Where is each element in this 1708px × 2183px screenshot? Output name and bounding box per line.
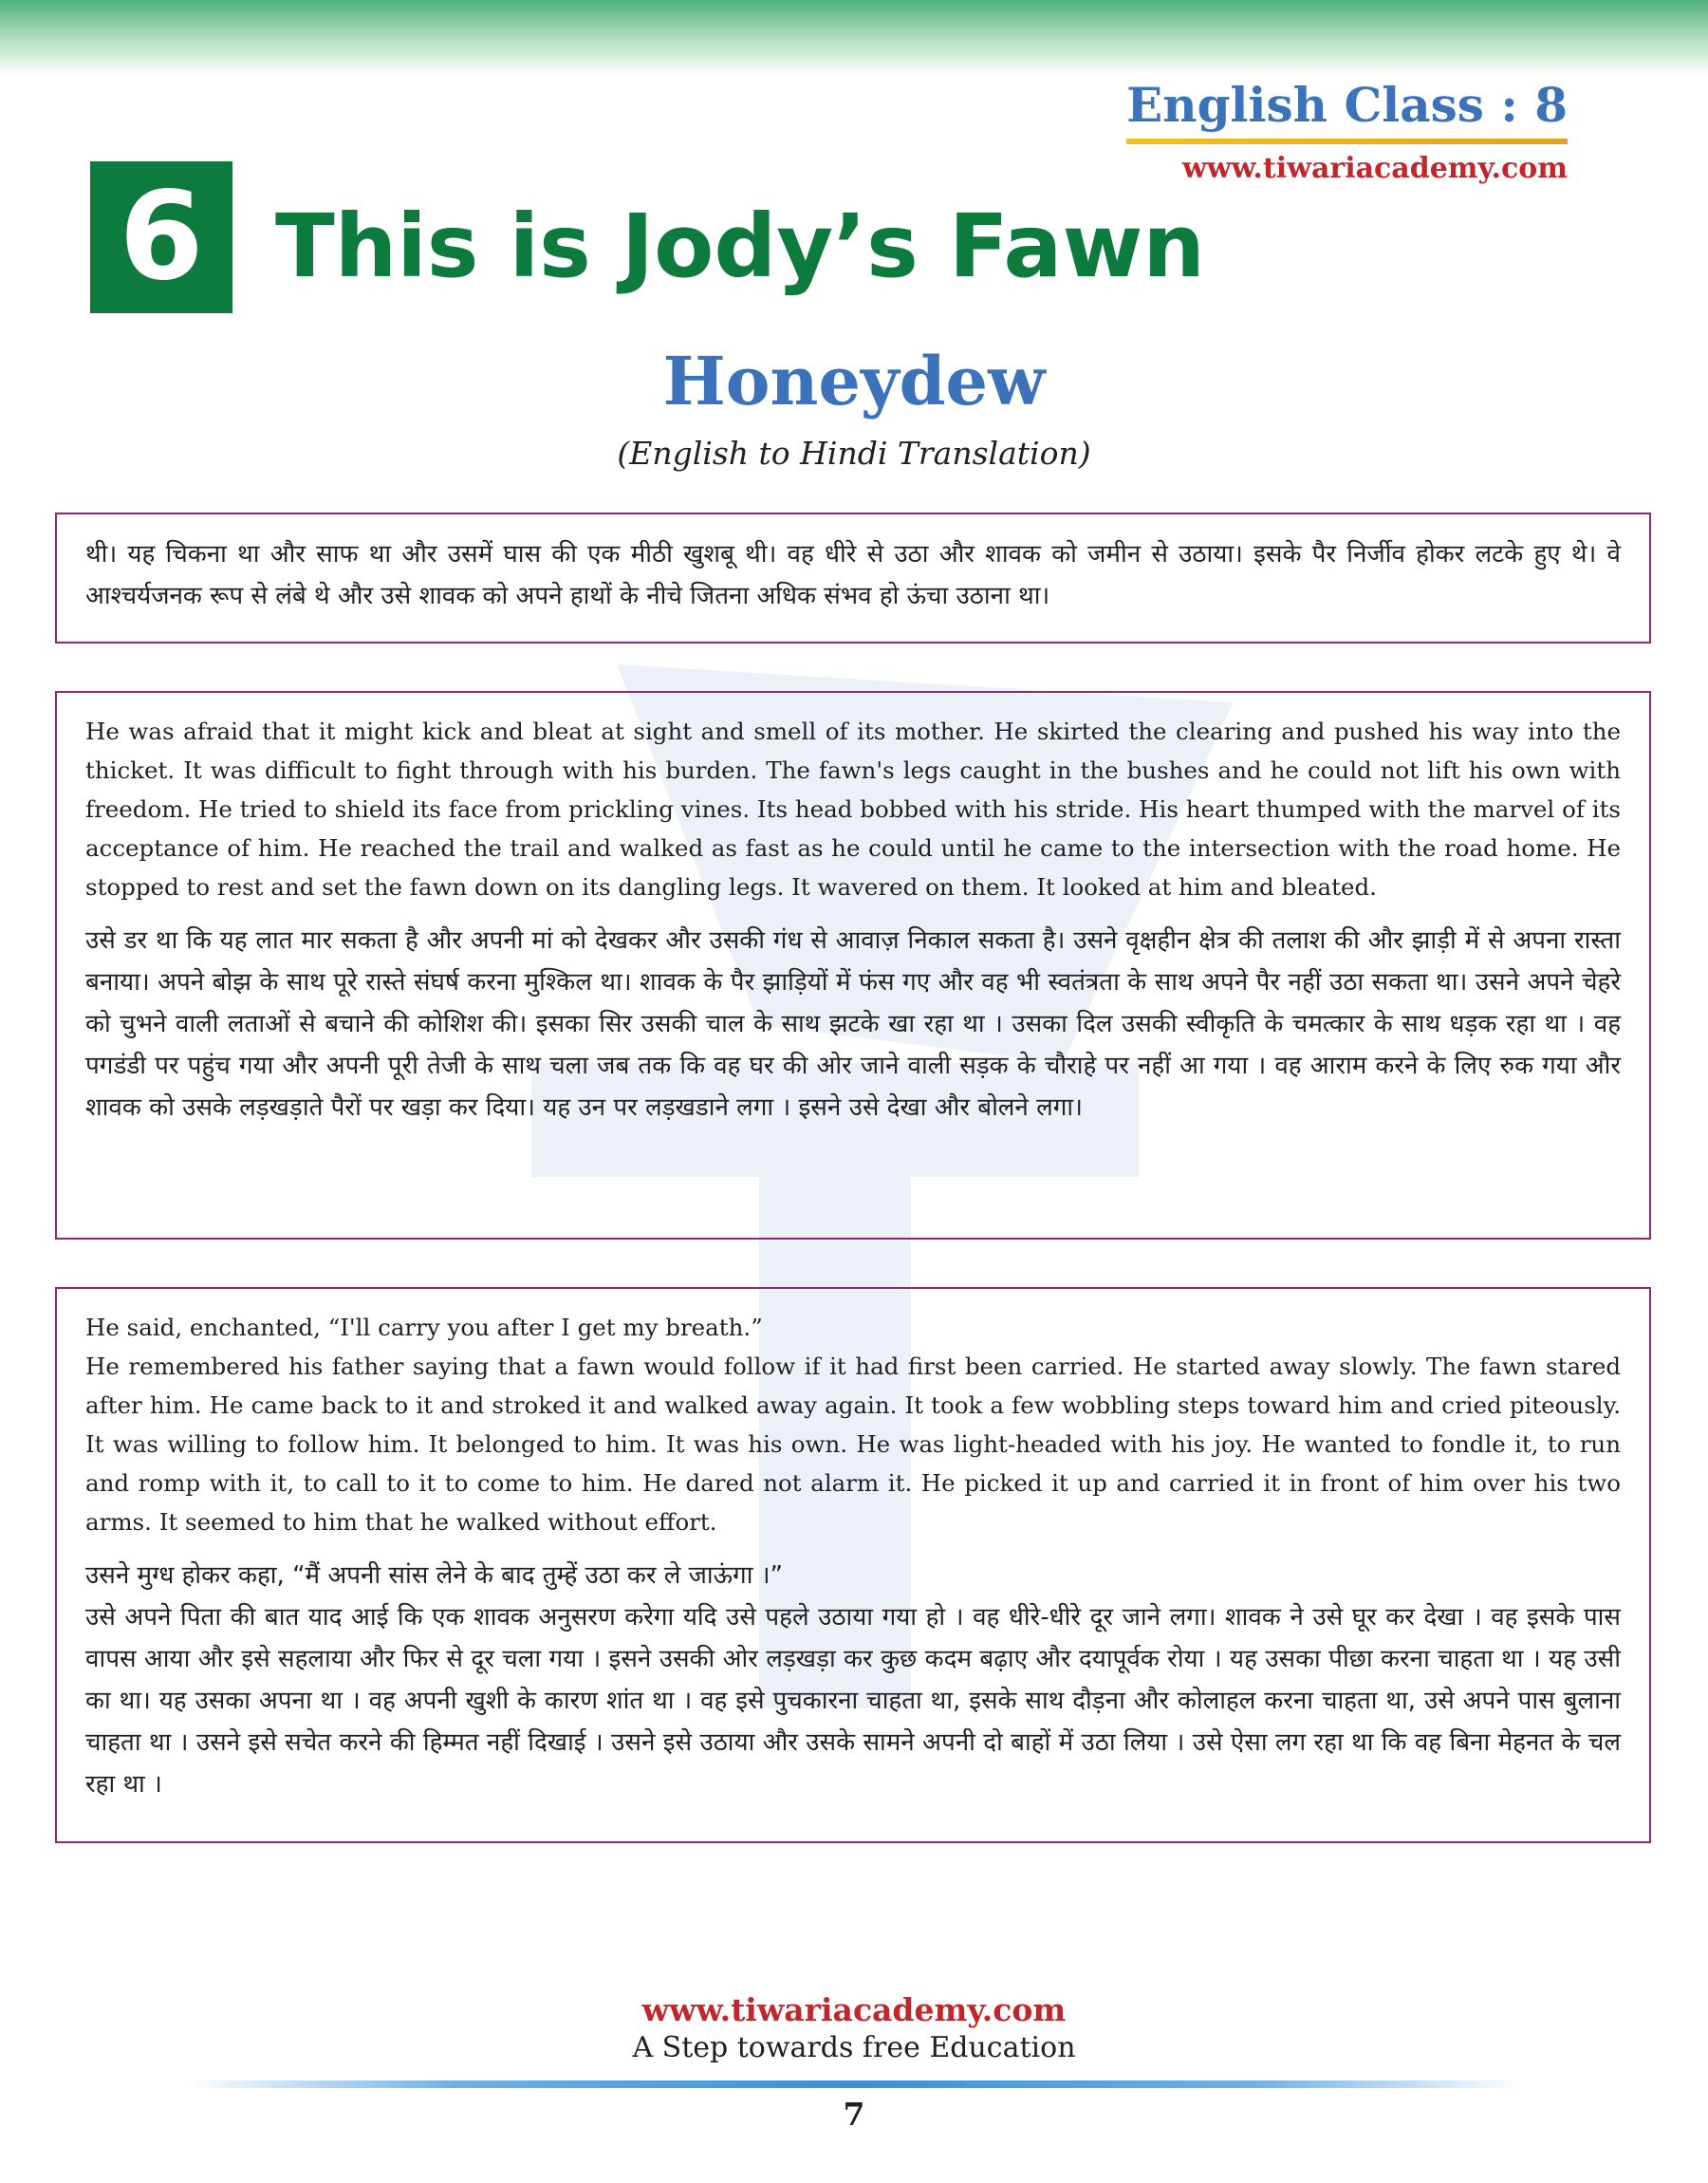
footer-tagline: A Step towards free Education xyxy=(632,2031,1076,2064)
book-name: Honeydew xyxy=(662,342,1046,420)
english-quote: He said, enchanted, “I'll carry you after I get my breath.” xyxy=(85,1314,763,1341)
chapter-number-badge: 6 xyxy=(90,161,232,313)
page-number: 7 xyxy=(843,2096,865,2133)
paragraph-gap xyxy=(85,906,1621,920)
translation-box-3 xyxy=(55,1287,1651,1843)
chapter-title: This is Jody’s Fawn xyxy=(275,196,1205,297)
footer-divider xyxy=(185,2080,1523,2088)
top-gradient-band xyxy=(0,0,1708,76)
translation-subtitle: (English to Hindi Translation) xyxy=(617,435,1091,472)
hindi-quote: उसने मुग्ध होकर कहा, “मैं अपनी सांस लेने के बाद तुम्हें उठा कर ले जाऊंगा ।” xyxy=(85,1561,784,1590)
header-branding xyxy=(1126,78,1568,185)
header-site-url[interactable]: www.tiwariacademy.com xyxy=(1181,152,1568,185)
hindi-paragraph: उसे अपने पिता की बात याद आई कि एक शावक अनुसरण करेगा यदि उसे पहले उठाया गया हो । वह धीरे-धीरे दूर जाने लगा। शावक ने उसे घूर कर देखा । वह इसके पास वापस आया और इसे सहलाया और फिर से दूर चला गया । इसने उसकी ओर लड़खड़ा कर कुछ कदम बढ़ाए और दयापूर्वक रोया । यह उसका पीछा करना चाहता था । यह उसी का था। यह उसका अपना था । वह अपनी खुशी के कारण शांत था । वह इसे पुचकारना चाहता था, इसके साथ दौड़ना और कोलाहल करना चाहता था, उसे अपने पास बुलाना चाहता था । उसने इसे सचेत करने की हिम्मत नहीं दिखाई । उसने इसे उठाया और उसके सामने अपनी दो बाहों में उठा लिया । उसे ऐसा लग रहा था कि वह बिना मेहनत के चल रहा था । xyxy=(85,1603,1621,1799)
english-paragraph: He was afraid that it might kick and bleat at sight and smell of its mother. He skirted the clearing and pushed his way into the thicket. It was difficult to fight through with his burden. The fawn's legs caught in the bushes and he could not lift his own with freedom. He tried to shield its face from prickling vines. Its head bobbed with his stride. His heart thumped with the marvel of its acceptance of him. He reached the trail and walked as fast as he could until he came to the intersection with the road home. He stopped to rest and set the fawn down on its dangling legs. It wavered on them. It looked at him and bleated. xyxy=(85,718,1621,901)
footer-site-url[interactable]: www.tiwariacademy.com xyxy=(641,1991,1067,2028)
hindi-paragraph: उसे डर था कि यह लात मार सकता है और अपनी मां को देखकर और उसकी गंध से आवाज़ निकाल सकता है। उसने वृक्षहीन क्षेत्र की तलाश की और झाड़ी में से अपना रास्ता बनाया। अपने बोझ के साथ पूरे रास्ते संघर्ष करना मुश्किल था। शावक के पैर झाड़ियों में फंस गए और वह भी स्वतंत्रता के साथ अपने पैर नहीं उठा सकता था। उसने अपने चेहरे को चुभने वाली लताओं से बचाने की कोशिश की। इसका सिर उसकी चाल के साथ झटके खा रहा था । उसका दिल उसकी स्वीकृति के चमत्कार के साथ धड़क रहा था । वह पगडंडी पर पहुंच गया और अपनी पूरी तेजी के साथ चला जब तक कि वह घर की ओर जाने वाली सड़क के चौराहे पर नहीं आ गया । वह आराम करने के लिए रुक गया और शावक को उसके लड़खड़ाते पैरों पर खड़ा कर दिया। यह उन पर लड़खडाने लगा । इसने उसे देखा और बोलने लगा। xyxy=(85,926,1621,1122)
class-underline xyxy=(1126,139,1568,144)
hindi-paragraph: थी। यह चिकना था और साफ था और उसमें घास की एक मीठी खुशबू थी। वह धीरे से उठा और शावक को जमीन से उठाया। इसके पैर निर्जीव होकर लटके हुए थे। वे आश्चर्यजनक रूप से लंबे थे और उसे शावक को अपने हाथों के नीचे जितना अधिक संभव हो ऊंचा उठाना था। xyxy=(85,540,1621,610)
class-label: English Class : 8 xyxy=(1126,77,1568,133)
translation-box-2 xyxy=(55,691,1651,1240)
english-paragraph: He remembered his father saying that a fawn would follow if it had first been carried. He started away slowly. The fawn stared after him. He came back to it and stroked it and walked away again. It took a few wobbling steps toward him and cried piteously. It was willing to follow him. It belonged to him. It was his own. He was light-headed with his joy. He wanted to fondle it, to run and romp with it, to call to it to come to him. He dared not alarm it. He picked it up and carried it in front of him over his two arms. It seemed to him that he walked without effort. xyxy=(85,1353,1621,1536)
paragraph-gap xyxy=(85,1541,1621,1555)
translation-box-1 xyxy=(55,513,1651,644)
